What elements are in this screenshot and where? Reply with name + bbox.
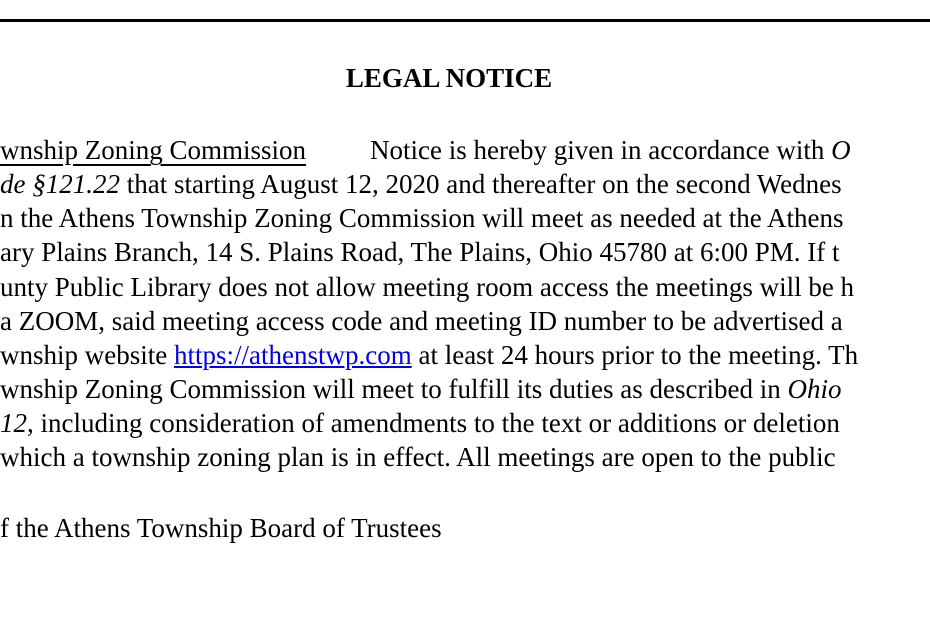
notice-line-7 <box>0 338 858 372</box>
notice-line-5: unty Public Library does not allow meeting room access the meetings will be h <box>0 272 855 302</box>
notice-line-9 <box>0 406 840 440</box>
legal-notice-title: LEGAL NOTICE <box>345 63 553 93</box>
top-rule <box>0 19 930 22</box>
code-reference: de §121.22 <box>0 169 120 199</box>
notice-line-1-text: Notice is hereby given in accordance with <box>370 135 832 165</box>
notice-line-9-italic: 12 <box>0 408 27 438</box>
notice-line-7-text-a: wnship website <box>0 340 174 370</box>
notice-line-1-italic: O <box>831 135 851 165</box>
notice-line-2-text: that starting August 12, 2020 and thereafter on the second Wednes <box>119 169 842 199</box>
notice-line-8-italic: Ohio <box>787 374 842 404</box>
notice-line-8-text: wnship Zoning Commission will meet to fulfill its duties as described in <box>0 374 788 404</box>
commission-heading: wnship Zoning Commission <box>0 135 307 165</box>
notice-line-3: n the Athens Township Zoning Commission will meet as needed at the Athens <box>0 203 844 233</box>
notice-line-9-text: , including consideration of amendments to the text or additions or deletion <box>27 408 840 438</box>
notice-line-2 <box>0 167 842 201</box>
notice-line-1 <box>0 133 851 167</box>
notice-line-7-text-b: at least 24 hours prior to the meeting. Th <box>411 340 859 370</box>
notice-line-4: ary Plains Branch, 14 S. Plains Road, The Plains, Ohio 45780 at 6:00 PM. If t <box>0 237 840 267</box>
notice-line-6: a ZOOM, said meeting access code and meeting ID number to be advertised a <box>0 306 843 336</box>
notice-line-8 <box>0 372 841 406</box>
notice-signature-line: f the Athens Township Board of Trustees <box>0 513 442 543</box>
township-website-link[interactable]: https://athenstwp.com <box>173 340 412 370</box>
notice-line-10: which a township zoning plan is in effect. All meetings are open to the public <box>0 442 836 472</box>
